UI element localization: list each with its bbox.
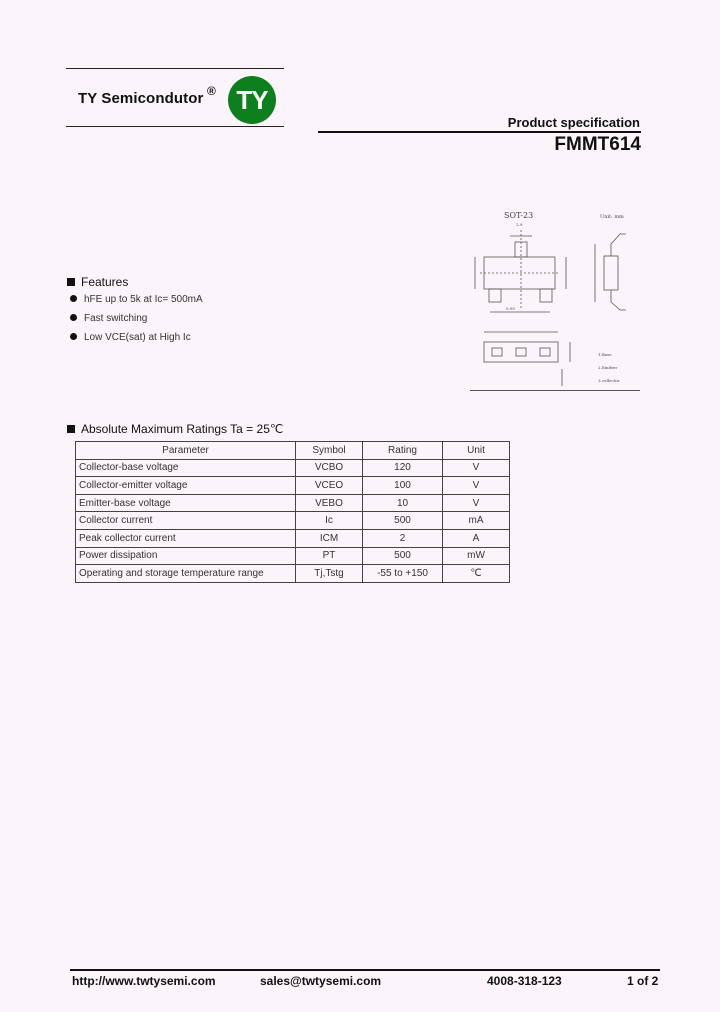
table-row [76,565,510,583]
page-number: 1 of 2 [627,974,659,988]
cell-rating: 100 [363,477,443,495]
feature-text: Low VCE(sat) at High Ic [84,332,191,343]
package-underline [470,390,640,391]
feature-item-1 [70,294,203,305]
cell-unit: V [443,494,510,512]
table-row [76,494,510,512]
cell-unit: A [443,529,510,547]
cell-unit: mW [443,547,510,565]
feature-text: Fast switching [84,313,148,324]
cell-symbol: Ic [296,512,363,530]
cell-symbol: ICM [296,529,363,547]
header-rating: Rating [363,442,443,460]
registered-mark: ® [207,84,216,98]
header-parameter: Parameter [76,442,296,460]
cell-parameter: Operating and storage temperature range [76,565,296,583]
cell-symbol: VEBO [296,494,363,512]
header-unit: Unit [443,442,510,460]
cell-symbol: PT [296,547,363,565]
spec-label: Product specification [507,115,640,130]
cell-rating: 500 [363,547,443,565]
cell-unit: mA [443,512,510,530]
package-name: SOT-23 [504,211,534,220]
svg-text:0.95: 0.95 [506,306,515,311]
header-bottom-rule [66,126,284,127]
pin-2-label: 2.Emitter [598,365,618,370]
features-title: Features [81,275,129,289]
brand-name: TY Semicondutor [78,90,204,107]
cell-rating: -55 to +150 [363,565,443,583]
footer-rule [70,969,660,971]
footer-email-link[interactable]: sales@twtysemi.com [260,974,382,988]
cell-unit: ℃ [443,565,510,583]
cell-rating: 500 [363,512,443,530]
cell-unit: V [443,477,510,495]
cell-parameter: Collector-base voltage [76,459,296,477]
features-bullet [67,278,75,286]
feature-text: hFE up to 5k at Ic= 500mA [84,294,203,305]
cell-symbol: Tj,Tstg [296,565,363,583]
footer-url-link[interactable]: http://www.twtysemi.com [72,974,216,988]
cell-rating: 10 [363,494,443,512]
table-row [76,529,510,547]
ratings-table [75,441,510,583]
cell-symbol: VCBO [296,459,363,477]
feature-item-2 [70,313,147,324]
pin-1-label: 1.Base [598,352,612,357]
cell-symbol: VCEO [296,477,363,495]
table-row [76,459,510,477]
title-rule [318,131,641,133]
footer-phone: 4008-318-123 [487,974,562,988]
cell-parameter: Power dissipation [76,547,296,565]
table-row [76,477,510,495]
cell-rating: 2 [363,529,443,547]
table-row [76,547,510,565]
table-row [76,512,510,530]
table-header-row [76,442,510,460]
feature-item-3 [70,332,191,343]
cell-parameter: Collector current [76,512,296,530]
cell-parameter: Peak collector current [76,529,296,547]
cell-parameter: Collector-emitter voltage [76,477,296,495]
package-unit: Unit: mm [600,214,624,220]
package-outline-drawing [470,204,640,390]
cell-parameter: Emitter-base voltage [76,494,296,512]
cell-rating: 120 [363,459,443,477]
pin-3-label: 3.collector [598,378,620,383]
part-number: FMMT614 [554,134,641,155]
bullet-dot [70,314,77,321]
svg-text:2.9: 2.9 [516,222,523,227]
ratings-title: Absolute Maximum Ratings Ta = 25℃ [81,422,284,436]
cell-unit: V [443,459,510,477]
logo-text: TY [236,84,268,115]
header-symbol: Symbol [296,442,363,460]
ty-logo [228,76,276,124]
bullet-dot [70,295,77,302]
header-top-rule [66,68,284,69]
ratings-bullet [67,425,75,433]
bullet-dot [70,333,77,340]
